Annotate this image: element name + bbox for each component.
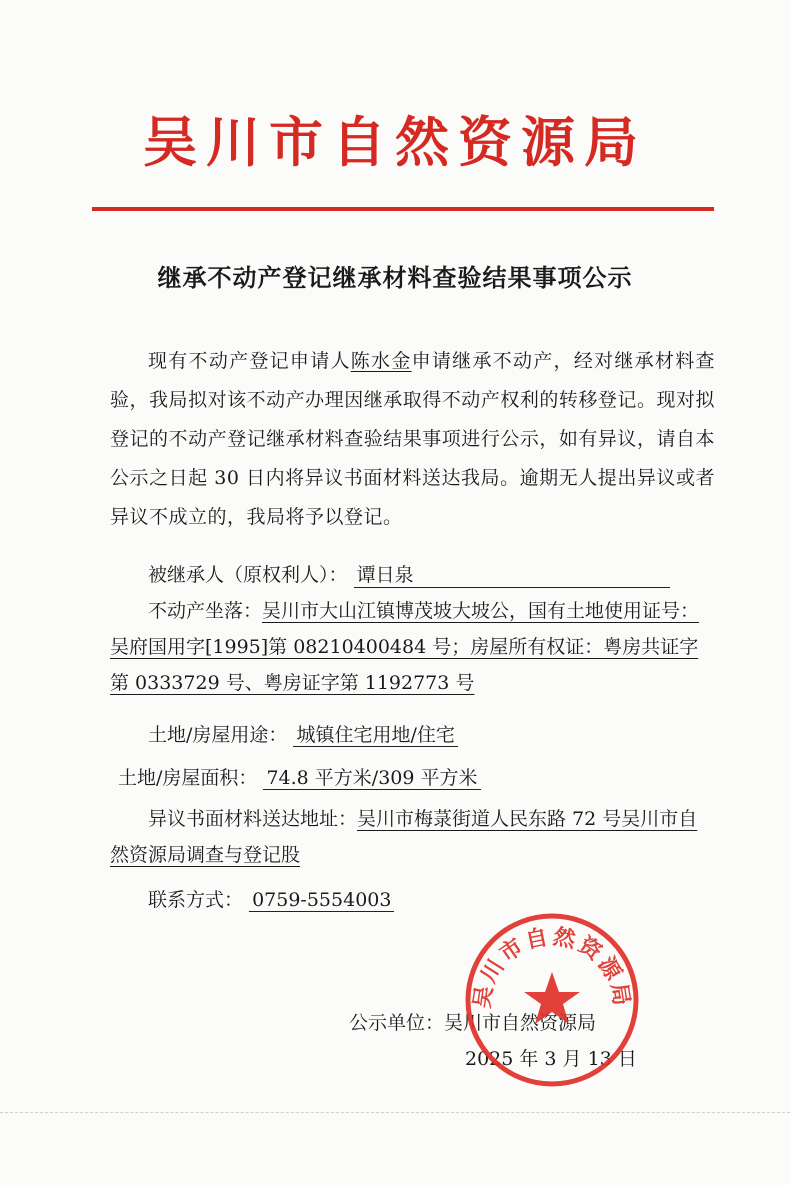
use-value: 城镇住宅用地/住宅 <box>293 724 457 747</box>
use-row <box>148 720 458 747</box>
heir-label: 被继承人（原权利人）： <box>148 564 348 586</box>
contact-label: 联系方式： <box>148 889 244 911</box>
seal-text: 吴川市自然资源局 <box>470 924 634 1011</box>
heir-value: 谭日泉 <box>354 560 670 588</box>
paragraph-rest: 申请继承不动产，经对继承材料查验，我局拟对该不动产办理因继承取得不动产权利的转移登记。现对拟登记的不动产登记继承材料查验结果事项进行公示，如有异议，请自本公示之日起 30 日内将异议书面材料送达我局。逾期无人提出异议或者异议不成立的，我局将予以登记。 <box>110 350 715 528</box>
notice-date: 2025 年 3 月 13 日 <box>465 1048 637 1070</box>
address-label: 异议书面材料送达地址： <box>148 808 358 830</box>
location-row <box>110 593 715 701</box>
notice-body-paragraph <box>110 342 715 537</box>
address-row <box>110 801 715 873</box>
contact-row <box>148 885 394 912</box>
agency-header-title: 吴川市自然资源局 <box>143 110 647 174</box>
paragraph-intro: 现有不动产登记申请人 <box>148 350 351 372</box>
location-value: 吴川市大山江镇博茂坡大坡公，国有土地使用证号：吴府国用字[1995]第 08210400484 号；房屋所有权证：粤房共证字第 0333729 号、粤房证字第 1192773 号 <box>110 600 700 694</box>
address-value: 吴川市梅菉街道人民东路 72 号吴川市自然资源局调查与登记股 <box>110 808 698 866</box>
red-divider-line <box>92 207 714 211</box>
scan-edge-line <box>0 1112 790 1114</box>
area-label: 土地/房屋面积： <box>118 767 258 789</box>
use-label: 土地/房屋用途： <box>148 724 288 746</box>
area-row <box>118 763 481 790</box>
heir-row <box>148 560 670 588</box>
location-label: 不动产坐落： <box>148 600 263 622</box>
applicant-name: 陈水金 <box>350 350 412 372</box>
official-seal-icon <box>462 910 642 1090</box>
notice-title: 继承不动产登记继承材料查验结果事项公示 <box>157 264 633 292</box>
publishing-unit: 公示单位：吴川市自然资源局 <box>349 1012 597 1034</box>
area-value: 74.8 平方米/309 平方米 <box>263 767 480 790</box>
contact-value: 0759-5554003 <box>249 889 394 912</box>
